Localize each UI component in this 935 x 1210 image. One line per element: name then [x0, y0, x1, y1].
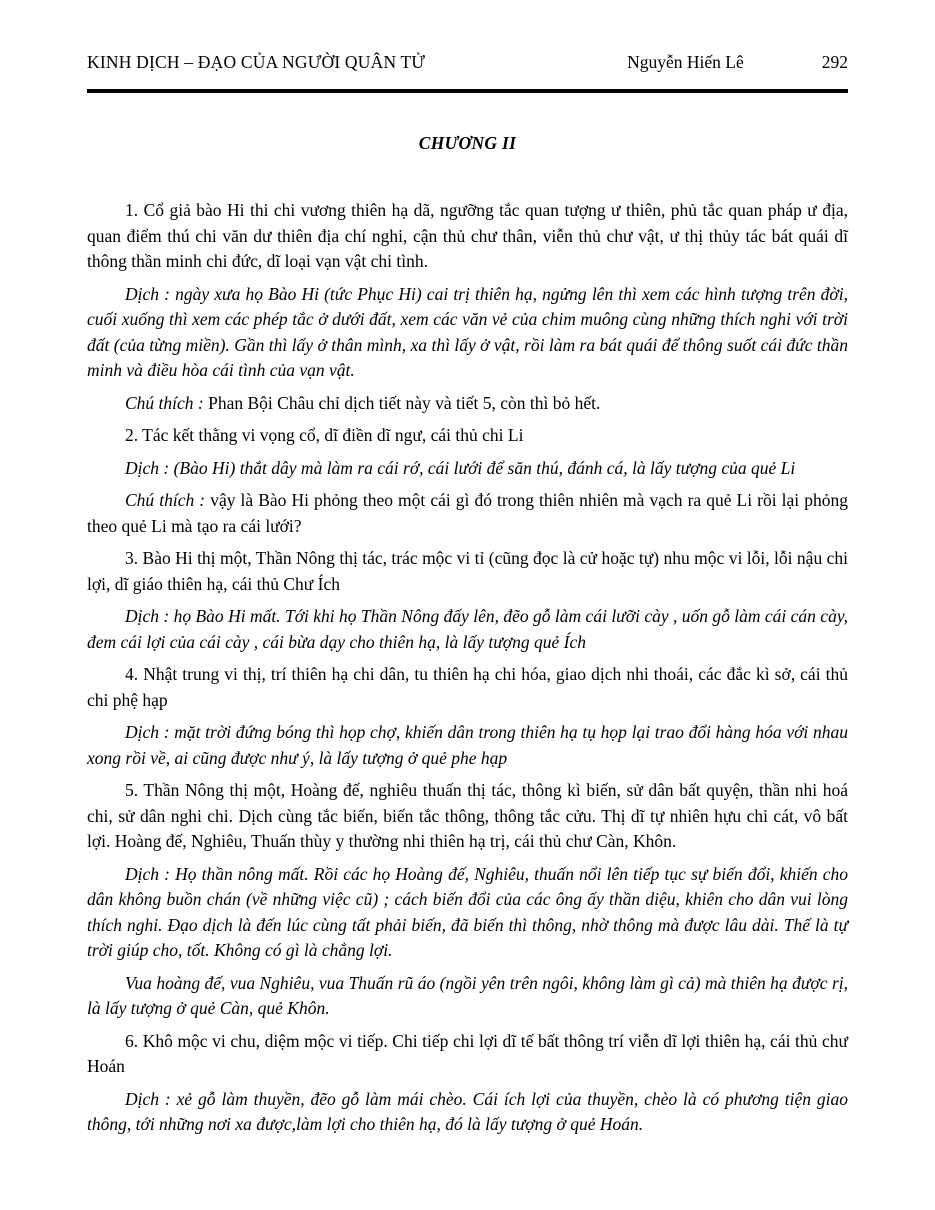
page-number: 292 [821, 52, 848, 72]
paragraph-3-original: 3. Bào Hi thị một, Thần Nông thị tác, trác mộc vi tỉ (cũng đọc là cử hoặc tự) nhu mộc vi lỗi, lỗi nậu chi lợi, dĩ giáo thiên hạ, cái thủ Chư Ích [87, 548, 848, 594]
header-rule [87, 89, 848, 93]
note-text: vậy là Bào Hi phỏng theo một cái gì đó trong thiên nhiên mà vạch ra quẻ Li rồi lại phỏng theo quẻ Li mà tạo ra cái lưới? [87, 490, 848, 536]
note-lead: Chú thích : [125, 392, 209, 413]
page-header [87, 52, 848, 73]
paragraph-1-original: 1. Cổ giả bào Hi thi chi vương thiên hạ dã, ngưỡng tắc quan tượng ư thiên, phủ tắc quan pháp ư địa, quan điểm thú chi văn dư thiên địa chí nghi, cận thủ chư thân, viễn thủ chư vật, ư thị thủy tác bát quái dĩ thông thần minh chi đức, dĩ loại vạn vật chi tình. [87, 200, 848, 271]
paragraph-5-original: 5. Thần Nông thị một, Hoàng đế, nghiêu thuấn thị tác, thông kì biến, sử dân bất quyện, thần nhi hoá chi, sử dân nghi chi. Dịch cùng tắc biến, biến tắc thông, thông tắc cửu. Thị dĩ tự nhiên hựu chi cát, vô bất lợi. Hoàng đế, Nghiêu, Thuấn thùy y thường nhi thiên hạ trị, cái thủ chư Càn, Khôn. [87, 780, 848, 851]
note-lead: Chú thích : [125, 490, 211, 510]
paragraph-2-translation: Dịch : (Bào Hi) thắt dây mà làm ra cái rớ, cái lưới để săn thú, đánh cá, là lấy tượng của quẻ Li [125, 457, 796, 478]
paragraph-1-translation: Dịch : ngày xưa họ Bào Hi (tức Phục Hi) cai trị thiên hạ, ngửng lên thì xem các hình tượng trên đời, cuối xuống thì xem các phép tắc ở dưới đất, xem các văn vẻ của chim muông cùng những thích nghi với trời đất (của từng miền). Gần thì lấy ở thân mình, xa thì lấy ở vật, rồi làm ra bát quái để thông suốt cái đức thần minh và điều hòa cái tình của vạn vật. [87, 283, 848, 380]
paragraph-3-translation: Dịch : họ Bào Hi mất. Tới khi họ Thần Nông đấy lên, đẽo gỗ làm cái lưỡi cày , uốn gỗ làm cái cán cày, đem cái lợi của cái cày , cái bừa dạy cho thiên hạ, là lấy tượng quẻ Ích [87, 606, 848, 652]
note-text: Phan Bội Châu chỉ dịch tiết này và tiết 5, còn thì bỏ hết. [208, 392, 601, 413]
paragraph-5-translation-cont: Vua hoàng đế, vua Nghiêu, vua Thuấn rũ áo (ngồi yên trên ngôi, không làm gì cả) mà thiên hạ được rị, là lấy tượng ở quẻ Càn, quẻ Khôn. [87, 972, 848, 1018]
paragraph-2-original: 2. Tác kết thằng vi vọng cổ, dĩ điền dĩ ngư, cái thủ chi Li [125, 425, 524, 445]
paragraph-4-translation: Dịch : mặt trời đứng bóng thì họp chợ, khiến dân trong thiên hạ tụ họp lại trao đổi hàng hóa với nhau xong rồi về, ai cũng được như ý, là lấy tượng ở quẻ phe hạp [87, 722, 848, 768]
paragraph-5-translation: Dịch : Họ thần nông mất. Rồi các họ Hoàng đế, Nghiêu, thuấn nổi lên tiếp tục sự biến đổi, khiến cho dân không buồn chán (về những việc cũ) ; cách biến đổi của các ông ấy thần diệu, khiên cho dân vui lòng thích nghi. Đạo dịch là đến lúc cùng tất phải biến, đã biến thì thông, nhờ thông mà được lâu dài. Thế là tự trời giúp cho, tốt. Không có gì là chẳng lợi. [87, 863, 848, 960]
paragraph-1-note [87, 391, 848, 417]
author-name: Nguyễn Hiến Lê [627, 52, 744, 72]
paragraph-6-original: 6. Khô mộc vi chu, diệm mộc vi tiếp. Chi tiếp chi lợi dĩ tế bất thông trí viễn dĩ lợi thiên hạ, cái thủ chư Hoán [87, 1030, 848, 1076]
paragraph-2-note [87, 488, 848, 539]
body-text [87, 198, 848, 1138]
paragraph-6-translation: Dịch : xẻ gỗ làm thuyền, đẽo gỗ làm mái chèo. Cái ích lợi của thuyền, chèo là có phương tiện giao thông, tới những nơi xa được,làm lợi cho thiên hạ, đó là lấy tượng ở quẻ Hoán. [87, 1088, 848, 1134]
chapter-heading: CHƯƠNG II [418, 133, 517, 153]
book-title: KINH DỊCH – ĐẠO CỦA NGƯỜI QUÂN TỬ [87, 52, 426, 72]
paragraph-4-original: 4. Nhật trung vi thị, trí thiên hạ chi dân, tu thiên hạ chi hóa, giao dịch nhi thoái, các đắc kì sở, cái thủ chi phệ hạp [87, 664, 848, 710]
